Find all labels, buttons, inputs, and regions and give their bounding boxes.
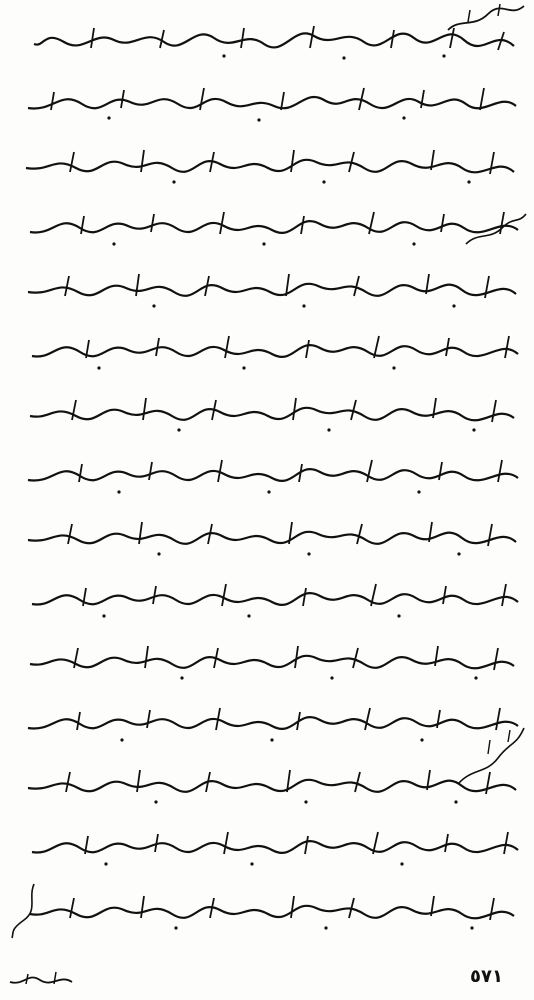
margin-note-right-line-4 xyxy=(460,210,530,250)
page-number: ٥٧١ xyxy=(470,966,503,987)
handwritten-line-9 xyxy=(14,514,520,564)
handwritten-line-8 xyxy=(14,452,520,502)
handwritten-line-6 xyxy=(14,328,520,378)
margin-note-top-right xyxy=(440,0,530,36)
handwritten-line-4 xyxy=(14,204,520,254)
handwritten-line-3 xyxy=(14,142,520,192)
handwritten-line-10 xyxy=(14,576,520,626)
margin-note-left-line-15 xyxy=(4,880,44,940)
handwritten-line-13 xyxy=(14,762,520,812)
handwritten-text-block xyxy=(14,18,520,958)
handwritten-line-7 xyxy=(14,390,520,440)
trailing-catchword xyxy=(6,968,76,992)
handwritten-line-14 xyxy=(14,824,520,874)
handwritten-line-11 xyxy=(14,638,520,688)
margin-note-right-line-12 xyxy=(450,720,530,790)
handwritten-line-12 xyxy=(14,700,520,750)
handwritten-line-2 xyxy=(14,80,520,130)
handwritten-line-15 xyxy=(14,888,520,938)
handwritten-line-5 xyxy=(14,266,520,316)
